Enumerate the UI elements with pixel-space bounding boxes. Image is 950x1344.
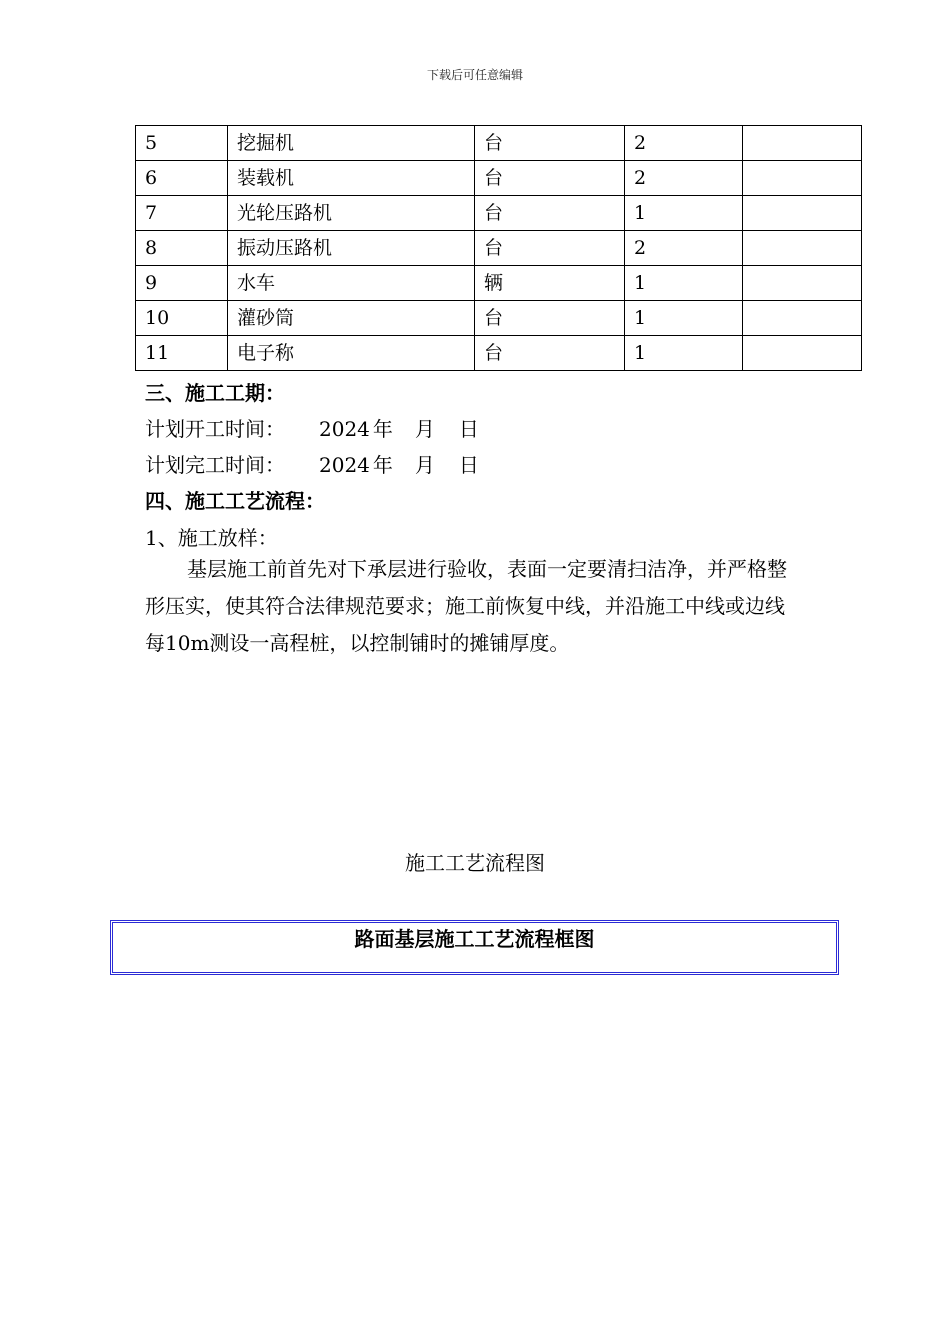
- unit-cell: 辆: [475, 266, 625, 301]
- quantity-cell: 2: [625, 126, 743, 161]
- figure-caption: 施工工艺流程图: [405, 851, 545, 875]
- unit-cell: 台: [475, 126, 625, 161]
- unit-cell: 台: [475, 301, 625, 336]
- equipment-name-cell: 挖掘机: [228, 126, 475, 161]
- remark-cell: [743, 301, 862, 336]
- quantity-cell: 1: [625, 301, 743, 336]
- section3-heading: 三、施工工期：: [145, 381, 285, 405]
- table-row: [136, 301, 862, 336]
- row-number-cell: 8: [136, 231, 228, 266]
- equipment-name-cell: 灌砂筒: [228, 301, 475, 336]
- month-unit: 月: [414, 417, 435, 441]
- equipment-table: [135, 125, 862, 371]
- equipment-name-cell: 电子称: [228, 336, 475, 371]
- table-row: [136, 126, 862, 161]
- remark-cell: [743, 336, 862, 371]
- equipment-name-cell: 光轮压路机: [228, 196, 475, 231]
- unit-cell: 台: [475, 196, 625, 231]
- quantity-cell: 2: [625, 161, 743, 196]
- quantity-cell: 2: [625, 231, 743, 266]
- remark-cell: [743, 196, 862, 231]
- planned-end-year: 2024: [319, 453, 370, 477]
- month-unit: 月: [414, 453, 435, 477]
- table-row: [136, 231, 862, 266]
- remark-cell: [743, 126, 862, 161]
- planned-start-label: 计划开工时间：: [145, 417, 285, 441]
- table-row: [136, 196, 862, 231]
- unit-cell: 台: [475, 161, 625, 196]
- remark-cell: [743, 161, 862, 196]
- step1-paragraph: 基层施工前首先对下承层进行验收，表面一定要清扫洁净，并严格整形压实，使其符合法律规范要求；施工前恢复中线，并沿施工中线或边线每10m测设一高程桩，以控制铺时的摊铺厚度。: [145, 557, 787, 655]
- remark-cell: [743, 266, 862, 301]
- row-number-cell: 7: [136, 196, 228, 231]
- quantity-cell: 1: [625, 266, 743, 301]
- year-unit: 年: [372, 453, 393, 477]
- row-number-cell: 6: [136, 161, 228, 196]
- step1-title: 1、施工放样：: [145, 526, 278, 550]
- table-row: [136, 336, 862, 371]
- planned-start-line: [145, 413, 479, 442]
- planned-end-line: [145, 449, 479, 478]
- unit-cell: 台: [475, 231, 625, 266]
- header-note: 下载后可任意编辑: [426, 68, 523, 82]
- flow-chart-title: 路面基层施工工艺流程框图: [354, 927, 595, 951]
- equipment-name-cell: 振动压路机: [228, 231, 475, 266]
- quantity-cell: 1: [625, 336, 743, 371]
- day-unit: 日: [458, 453, 479, 477]
- table-row: [136, 161, 862, 196]
- row-number-cell: 9: [136, 266, 228, 301]
- table-row: [136, 266, 862, 301]
- planned-end-label: 计划完工时间：: [145, 453, 285, 477]
- row-number-cell: 5: [136, 126, 228, 161]
- day-unit: 日: [458, 417, 479, 441]
- unit-cell: 台: [475, 336, 625, 371]
- quantity-cell: 1: [625, 196, 743, 231]
- equipment-name-cell: 装载机: [228, 161, 475, 196]
- year-unit: 年: [372, 417, 393, 441]
- planned-start-year: 2024: [319, 417, 370, 441]
- row-number-cell: 11: [136, 336, 228, 371]
- flow-chart-frame: [110, 920, 839, 975]
- row-number-cell: 10: [136, 301, 228, 336]
- equipment-name-cell: 水车: [228, 266, 475, 301]
- remark-cell: [743, 231, 862, 266]
- section4-heading: 四、施工工艺流程：: [145, 489, 325, 513]
